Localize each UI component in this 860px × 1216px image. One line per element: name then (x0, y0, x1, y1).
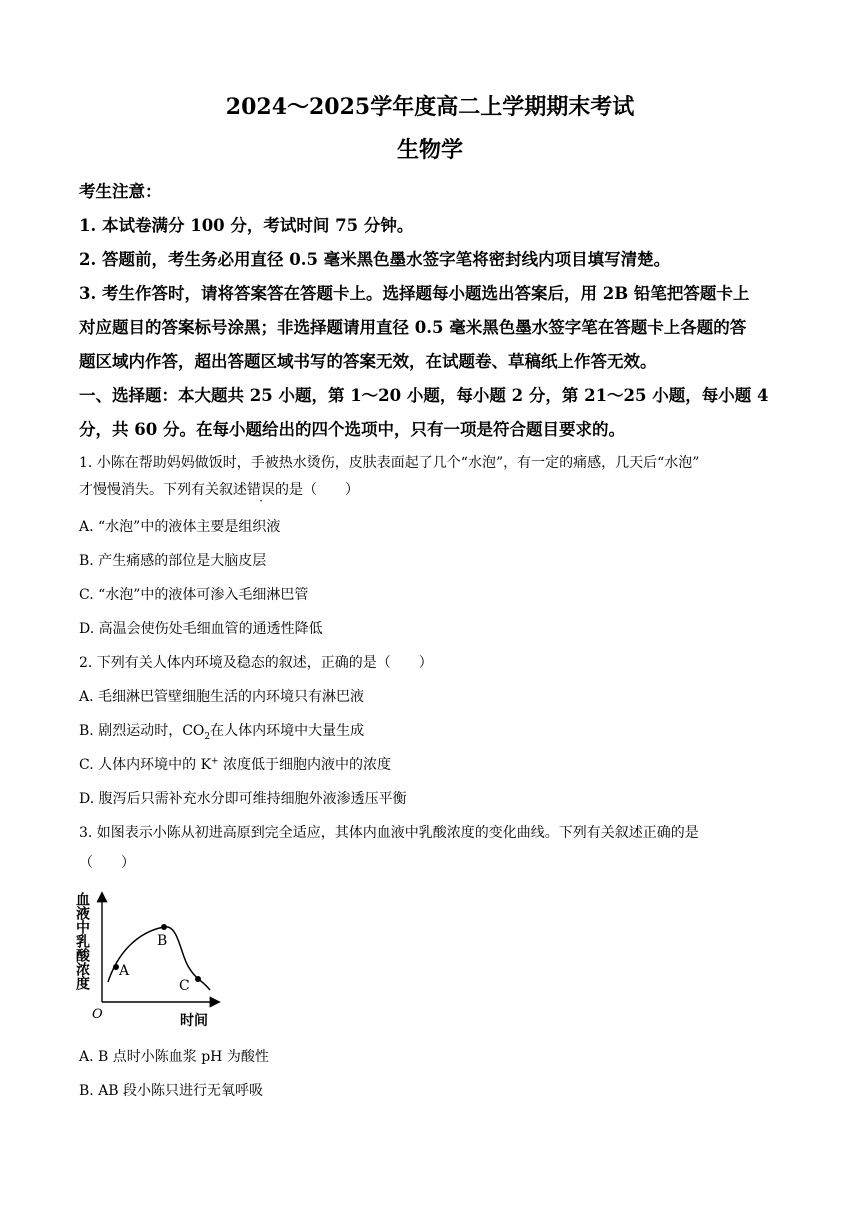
notice-item-3-line-3: 题区域内作答，超出答题区域书写的答案无效，在试题卷、草稿纸上作答无效。 (79, 352, 657, 371)
q2-option-b-tail: 在人体内环境中大量生成 (210, 723, 365, 739)
q2-option-a: A. 毛细淋巴管壁细胞生活的内环境只有淋巴液 (79, 689, 365, 705)
q1-option-b: B. 产生痛感的部位是大脑皮层 (79, 553, 267, 569)
point-b-marker (161, 924, 167, 930)
notice-item-3-line-2: 对应题目的答案标号涂黑；非选择题请用直径 0.5 毫米黑色墨水签字笔在答题卡上各题的答 (79, 318, 747, 337)
section-1-instructions-line-1: 一、选择题：本大题共 25 小题，第 1～20 小题，每小题 2 分，第 21～25 小题，每小题 4 (79, 386, 769, 405)
q1-stem-tail: 的是（ ） (275, 482, 359, 498)
q2-option-b-text: B. 剧烈运动时，CO (79, 723, 205, 739)
q3-stem-line-1: 3. 如图表示小陈从初进高原到完全适应，其体内血液中乳酸浓度的变化曲线。下列有关叙述正确的是 (79, 825, 699, 841)
q1-stem-line-1: 1. 小陈在帮助妈妈做饭时，手被热水烫伤，皮肤表面起了几个“水泡”，有一定的痛感，几天后“水泡” (79, 455, 700, 471)
q2-option-c-text: C. 人体内环境中的 K (79, 757, 212, 773)
exam-title: 2024～2025学年度高二上学期期末考试 (225, 94, 635, 120)
q3-option-a: A. B 点时小陈血浆 pH 为酸性 (79, 1049, 269, 1065)
q1-option-c: C. “水泡”中的液体可渗入毛细淋巴管 (79, 587, 309, 603)
section-1-instructions-line-2: 分，共 60 分。在每小题给出的四个选项中，只有一项是符合题目要求的。 (79, 420, 625, 439)
q2-option-c-superscript: + (211, 756, 219, 767)
point-c-marker (195, 976, 201, 982)
q1-option-a: A. “水泡”中的液体主要是组织液 (79, 519, 281, 535)
q3-stem-line-2: （ ） (79, 855, 135, 871)
notice-item-2: 2. 答题前，考生务必用直径 0.5 毫米黑色墨水签字笔将密封线内项目填写清楚。 (79, 250, 671, 269)
q3-option-b: B. AB 段小陈只进行无氧呼吸 (79, 1083, 264, 1099)
notice-item-1: 1. 本试卷满分 100 分，考试时间 75 分钟。 (79, 216, 414, 235)
subject-title: 生物学 (396, 137, 463, 163)
q1-stem-text: 才慢慢消失。下列有关叙述 (79, 482, 247, 498)
point-c-label: C (179, 978, 190, 994)
notice-heading: 考生注意： (79, 182, 162, 201)
q2-option-b-subscript: 2 (204, 731, 211, 742)
point-a-label: A (119, 963, 130, 979)
q1-stem-line-2 (79, 479, 359, 499)
q2-option-c (79, 754, 391, 774)
y-axis-label: 血液中乳酸浓度 (74, 892, 90, 990)
q2-option-d: D. 腹泻后只需补充水分即可维持细胞外液渗透压平衡 (79, 791, 407, 807)
origin-label: O (92, 1007, 103, 1022)
q1-emphasis-word: 错误 (247, 482, 275, 498)
q2-stem: 2. 下列有关人体内环境及稳态的叙述，正确的是（ ） (79, 655, 433, 671)
x-axis-label: 时间 (180, 1013, 208, 1029)
q2-option-c-tail: 浓度低于细胞内液中的浓度 (223, 757, 392, 773)
q1-option-d: D. 高温会使伤处毛细血管的通透性降低 (79, 621, 323, 637)
q2-option-b (79, 720, 364, 742)
point-b-label: B (157, 933, 168, 949)
lactic-acid-curve-figure (74, 882, 228, 1032)
notice-item-3-line-1: 3. 考生作答时，请将答案答在答题卡上。选择题每小题选出答案后，用 2B 铅笔把答题卡上 (79, 284, 750, 303)
